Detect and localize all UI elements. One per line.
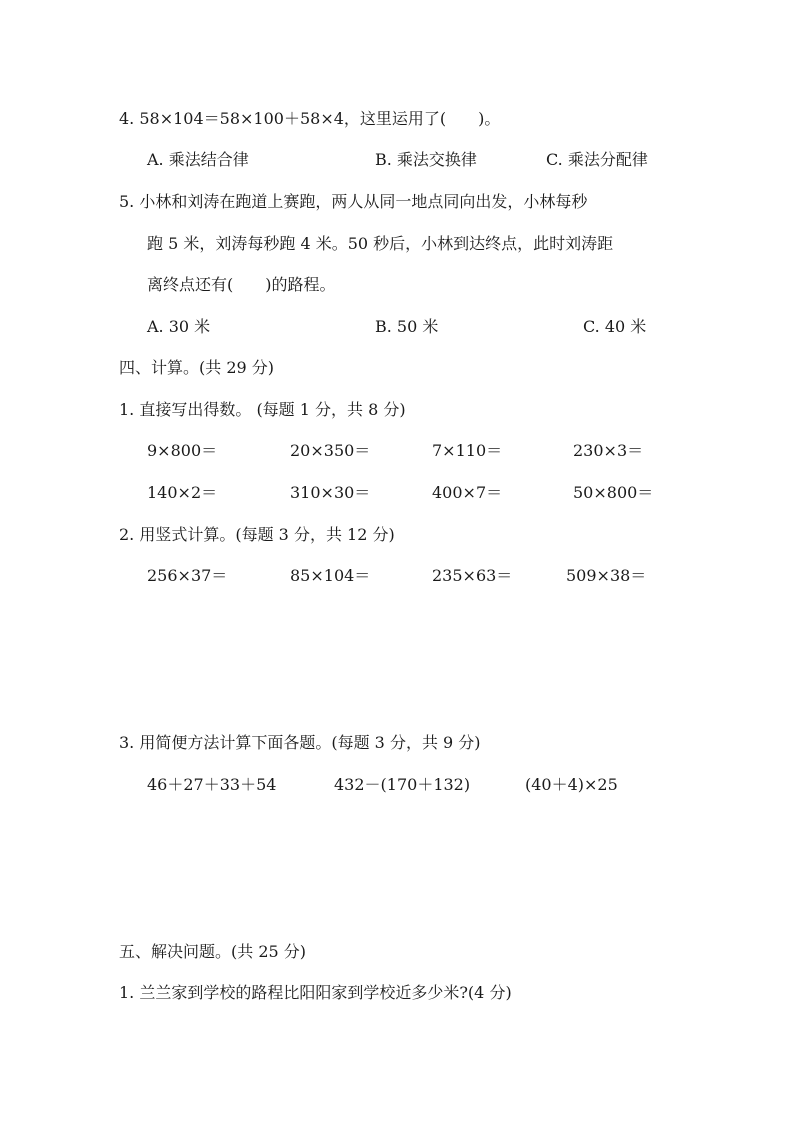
vertical-calc-item: 509×38＝: [566, 566, 647, 585]
q4-option-c: C. 乘法分配律: [546, 150, 648, 169]
q5-option-c: C. 40 米: [583, 317, 647, 336]
simplified-calc-item: (40＋4)×25: [525, 775, 618, 794]
vertical-calc-item: 235×63＝: [432, 566, 513, 585]
oral-calc-item: 7×110＝: [432, 441, 503, 460]
vertical-calc-item: 256×37＝: [147, 566, 228, 585]
section-5-heading: 五、解决问题。(共 25 分): [119, 942, 307, 961]
q4-option-a: A. 乘法结合律: [147, 150, 249, 169]
oral-calc-item: 230×3＝: [573, 441, 644, 460]
q4-stem: 4. 58×104＝58×100＋58×4，这里运用了( )。: [119, 109, 501, 128]
q4-option-b: B. 乘法交换律: [375, 150, 477, 169]
oral-calc-item: 20×350＝: [290, 441, 371, 460]
section-4-part-2-title: 2. 用竖式计算。(每题 3 分，共 12 分): [119, 525, 395, 544]
oral-calc-item: 310×30＝: [290, 483, 371, 502]
oral-calc-item: 50×800＝: [573, 483, 654, 502]
q5-line-2: 跑 5 米，刘涛每秒跑 4 米。50 秒后，小林到达终点，此时刘涛距: [147, 234, 614, 253]
simplified-calc-item: 432－(170＋132): [334, 775, 471, 794]
q5-line-3: 离终点还有( )的路程。: [147, 275, 336, 294]
q5-line-1: 5. 小林和刘涛在跑道上赛跑，两人从同一地点同向出发，小林每秒: [119, 192, 588, 211]
simplified-calc-item: 46＋27＋33＋54: [147, 775, 277, 794]
oral-calc-item: 400×7＝: [432, 483, 503, 502]
section-5-part-1-title: 1. 兰兰家到学校的路程比阳阳家到学校近多少米?(4 分): [119, 983, 512, 1002]
q5-option-b: B. 50 米: [375, 317, 439, 336]
section-4-heading: 四、计算。(共 29 分): [119, 358, 275, 377]
vertical-calc-item: 85×104＝: [290, 566, 371, 585]
section-4-part-3-title: 3. 用简便方法计算下面各题。(每题 3 分，共 9 分): [119, 733, 481, 752]
oral-calc-item: 9×800＝: [147, 441, 218, 460]
oral-calc-item: 140×2＝: [147, 483, 218, 502]
section-4-part-1-title: 1. 直接写出得数。 (每题 1 分，共 8 分): [119, 400, 406, 419]
q5-option-a: A. 30 米: [147, 317, 211, 336]
